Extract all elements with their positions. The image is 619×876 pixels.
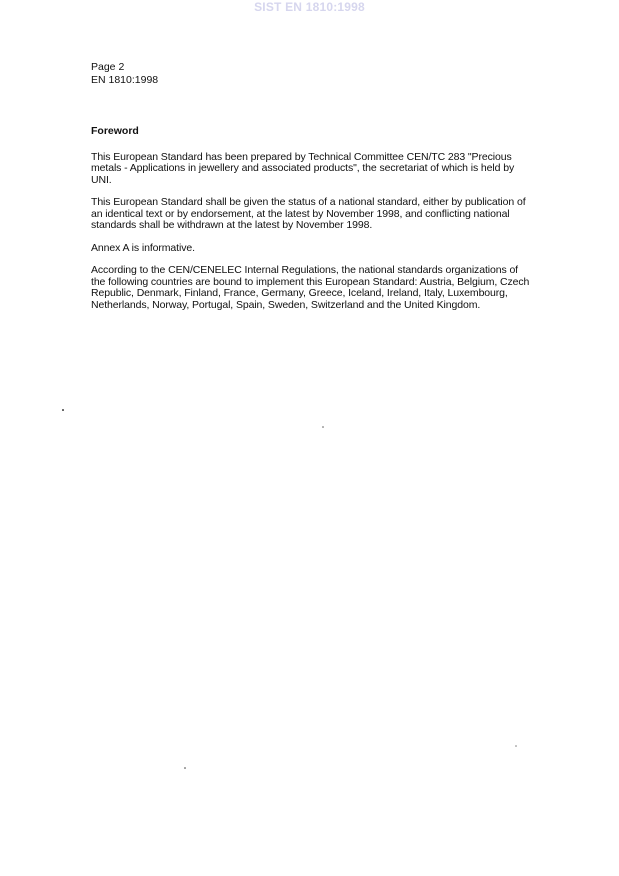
paragraph-annex: Annex A is informative. bbox=[91, 241, 195, 254]
section-heading: Foreword bbox=[91, 125, 139, 137]
paragraph-committee: This European Standard has been prepared by Technical Committee CEN/TC 283 "Precious metals - Applications in jewellery and associated products", the secretariat of which is held by UNI. bbox=[91, 150, 515, 186]
scan-speck bbox=[62, 409, 64, 411]
scan-speck bbox=[184, 767, 186, 769]
page-header bbox=[91, 61, 158, 86]
paragraph-countries: According to the CEN/CENELEC Internal Regulations, the national standards organizations of the following countries are bound to implement this European Standard: Austria, Belgium, Czech Republic, Denmark, Finland, France, Germany, Greece, Iceland, Ireland, Italy, Luxembourg, Netherlands, Norway, Portugal, Spain, Sweden, Switzerland and the United Kingdom. bbox=[91, 264, 530, 311]
page-number: Page 2 bbox=[91, 61, 125, 73]
document-id: EN 1810:1998 bbox=[91, 73, 159, 86]
scan-speck bbox=[322, 426, 324, 428]
paragraph-status: This European Standard shall be given the status of a national standard, either by publication of an identical text or by endorsement, at the latest by November 1998, and conflicting national standards shall be withdrawn at the latest by November 1998. bbox=[91, 196, 526, 231]
watermark: SIST EN 1810:1998 bbox=[254, 0, 365, 14]
scan-speck bbox=[515, 745, 517, 747]
foreword-section bbox=[91, 126, 531, 322]
